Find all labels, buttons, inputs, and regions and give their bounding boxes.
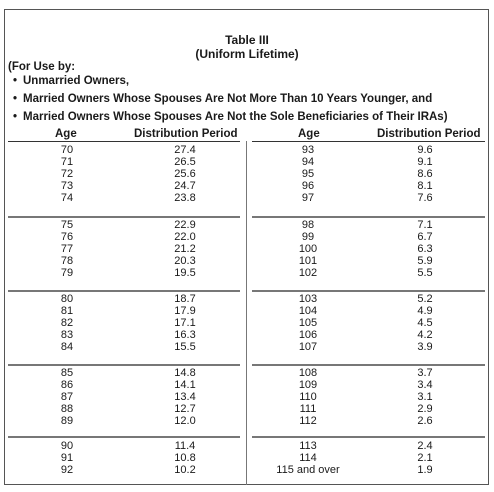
header-age-left: Age xyxy=(55,128,77,140)
table-cell-age: 99 xyxy=(301,231,315,243)
group-divider xyxy=(252,436,485,438)
table-cell-distribution: 18.7 xyxy=(174,293,196,305)
table-cell-distribution: 25.6 xyxy=(174,168,196,180)
table-cell-distribution: 9.1 xyxy=(417,156,433,168)
table-cell-age: 70 xyxy=(60,144,74,156)
table-cell-distribution: 5.2 xyxy=(417,293,433,305)
table-cell-age: 113 xyxy=(299,440,317,452)
table-cell-age: 92 xyxy=(60,464,74,476)
bullet-icon: • xyxy=(13,111,18,123)
table-cell-distribution: 2.1 xyxy=(417,452,433,464)
table-cell-age: 79 xyxy=(60,267,74,279)
table-cell-age: 71 xyxy=(60,156,74,168)
table-cell-distribution: 10.8 xyxy=(174,452,196,464)
group-divider xyxy=(8,364,240,366)
table-cell-age: 72 xyxy=(60,168,74,180)
table-cell-age: 75 xyxy=(60,219,74,231)
list-item-text: Married Owners Whose Spouses Are Not the Sole Beneficiaries of Their IRAs) xyxy=(23,111,448,123)
table-cell-age: 83 xyxy=(60,329,74,341)
table-cell-age: 97 xyxy=(301,192,315,204)
table-cell-distribution: 3.4 xyxy=(417,379,433,391)
table-cell-age: 93 xyxy=(301,144,315,156)
table-cell-distribution: 5.9 xyxy=(417,255,433,267)
table-cell-age: 108 xyxy=(298,367,318,379)
group-divider xyxy=(252,216,485,218)
table-cell-distribution: 19.5 xyxy=(174,267,196,279)
table-cell-distribution: 4.9 xyxy=(417,305,433,317)
table-cell-distribution: 12.7 xyxy=(174,403,196,415)
table-cell-distribution: 15.5 xyxy=(174,341,196,353)
table-cell-distribution: 24.7 xyxy=(174,180,196,192)
list-item-text: Married Owners Whose Spouses Are Not More Than 10 Years Younger, and xyxy=(23,93,433,105)
table-cell-age: 82 xyxy=(60,317,74,329)
table-cell-age: 110 xyxy=(299,391,317,403)
group-divider xyxy=(252,290,485,292)
table-cell-distribution: 7.6 xyxy=(417,192,433,204)
table-cell-age: 112 xyxy=(299,415,317,427)
table-cell-distribution: 10.2 xyxy=(174,464,196,476)
table-cell-distribution: 4.2 xyxy=(417,329,433,341)
table-cell-age: 102 xyxy=(298,267,318,279)
header-rule-right xyxy=(252,141,485,142)
table-cell-distribution: 6.7 xyxy=(417,231,433,243)
table-cell-distribution: 27.4 xyxy=(174,144,196,156)
table-cell-distribution: 2.4 xyxy=(417,440,433,452)
table-cell-age: 105 xyxy=(298,317,318,329)
table-cell-distribution: 23.8 xyxy=(174,192,196,204)
table-cell-age: 100 xyxy=(298,243,318,255)
table-cell-distribution: 2.6 xyxy=(417,415,433,427)
table-cell-distribution: 20.3 xyxy=(174,255,196,267)
table-cell-age: 84 xyxy=(60,341,74,353)
table-cell-distribution: 22.0 xyxy=(174,231,196,243)
table-cell-age: 101 xyxy=(298,255,318,267)
list-item xyxy=(13,72,448,90)
header-age-right: Age xyxy=(298,128,320,140)
bullet-icon: • xyxy=(13,93,18,105)
list-item-text: Unmarried Owners, xyxy=(23,75,130,87)
table-cell-distribution: 3.1 xyxy=(417,391,433,403)
table-cell-distribution: 5.5 xyxy=(417,267,433,279)
table-cell-distribution: 16.3 xyxy=(174,329,196,341)
table-cell-distribution: 17.1 xyxy=(174,317,196,329)
table-cell-distribution: 8.1 xyxy=(417,180,433,192)
table-cell-age: 106 xyxy=(298,329,318,341)
group-divider xyxy=(8,290,240,292)
table-cell-distribution: 1.9 xyxy=(417,464,433,476)
table-cell-age: 98 xyxy=(301,219,315,231)
table-cell-age: 86 xyxy=(60,379,74,391)
header-distribution-left: Distribution Period xyxy=(134,128,238,140)
table-cell-age: 94 xyxy=(301,156,315,168)
list-item xyxy=(13,90,448,108)
table-cell-distribution: 14.1 xyxy=(174,379,196,391)
table-cell-distribution: 11.4 xyxy=(174,440,196,452)
bullet-icon: • xyxy=(13,75,18,87)
table-cell-age: 107 xyxy=(298,341,318,353)
table-cell-age: 74 xyxy=(60,192,74,204)
table-cell-age: 77 xyxy=(60,243,74,255)
table-cell-distribution: 13.4 xyxy=(174,391,196,403)
table-cell-distribution: 12.0 xyxy=(174,415,196,427)
group-divider xyxy=(8,436,240,438)
table-cell-age: 111 xyxy=(299,403,317,415)
table-cell-age: 109 xyxy=(298,379,318,391)
table-cell-age: 80 xyxy=(60,293,74,305)
table-cell-distribution: 26.5 xyxy=(174,156,196,168)
table-cell-distribution: 4.5 xyxy=(417,317,433,329)
table-cell-distribution: 3.7 xyxy=(417,367,433,379)
table-cell-age: 91 xyxy=(60,452,74,464)
table-cell-distribution: 17.9 xyxy=(174,305,196,317)
list-item xyxy=(13,108,448,126)
table-cell-age: 87 xyxy=(60,391,74,403)
table-subtitle: (Uniform Lifetime) xyxy=(195,47,299,61)
table-cell-age: 81 xyxy=(60,305,74,317)
table-cell-distribution: 7.1 xyxy=(417,219,433,231)
table-cell-age: 88 xyxy=(60,403,74,415)
table-cell-age: 104 xyxy=(298,305,318,317)
group-divider xyxy=(252,364,485,366)
table-cell-age: 96 xyxy=(301,180,315,192)
table-cell-age: 76 xyxy=(60,231,74,243)
table-cell-age: 103 xyxy=(298,293,318,305)
table-cell-distribution: 2.9 xyxy=(417,403,433,415)
column-separator xyxy=(246,141,247,485)
table-cell-age: 89 xyxy=(60,415,74,427)
group-divider xyxy=(8,216,240,218)
table-cell-age: 114 xyxy=(299,452,317,464)
table-cell-age: 95 xyxy=(301,168,315,180)
table-cell-distribution: 8.6 xyxy=(417,168,433,180)
table-cell-distribution: 22.9 xyxy=(174,219,196,231)
table-title: Table III xyxy=(225,33,269,47)
header-rule-left xyxy=(8,141,240,142)
table-cell-age: 115 and over xyxy=(276,464,340,476)
table-cell-age: 78 xyxy=(60,255,74,267)
table-cell-age: 85 xyxy=(60,367,74,379)
header-distribution-right: Distribution Period xyxy=(377,128,481,140)
table-cell-distribution: 3.9 xyxy=(417,341,433,353)
table-cell-distribution: 6.3 xyxy=(417,243,433,255)
table-cell-distribution: 21.2 xyxy=(174,243,196,255)
table-cell-distribution: 14.8 xyxy=(174,367,196,379)
usage-intro: (For Use by: xyxy=(8,61,76,73)
table-cell-age: 73 xyxy=(60,180,74,192)
usage-list xyxy=(13,72,448,126)
table-cell-age: 90 xyxy=(60,440,74,452)
table-cell-distribution: 9.6 xyxy=(417,144,433,156)
